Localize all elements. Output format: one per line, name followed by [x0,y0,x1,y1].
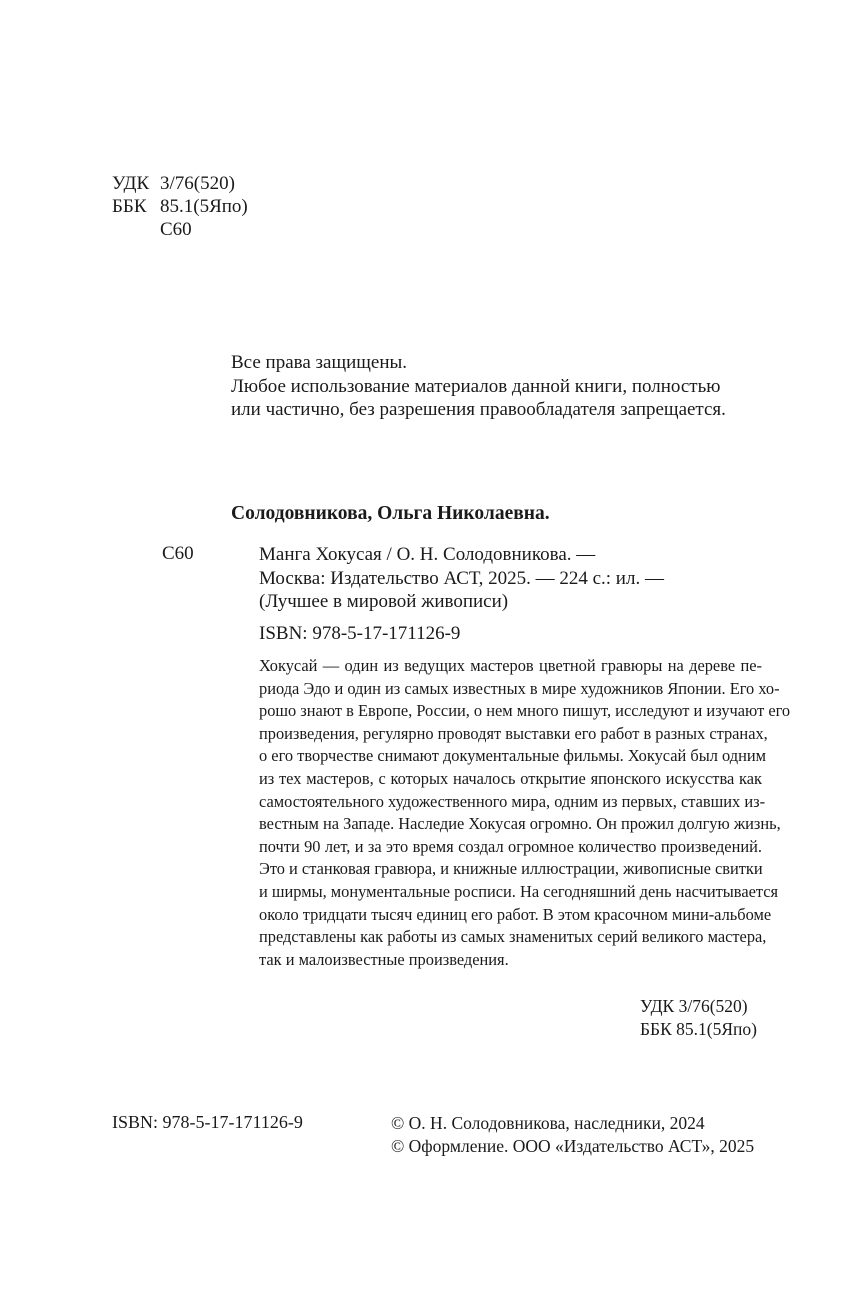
annotation-line: из тех мастеров, с которых началось открытие японского искусства как [259,768,762,788]
bbk-row [112,195,248,218]
annotation-line: так и малоизвестные произведения. [259,949,509,969]
biblio-line: Манга Хокусая / О. Н. Солодовникова. — [259,544,596,565]
annotation-line: риода Эдо и один из самых известных в мире художников Японии. Его хо- [259,678,780,698]
annotation-line: Хокусай — один из ведущих мастеров цветной гравюры на дереве пе- [259,656,762,675]
cutter-mark: С60 [162,543,194,564]
udk-label: УДК [112,173,150,194]
isbn-bottom: ISBN: 978-5-17-171126-9 [112,1112,303,1132]
copyright-line: © О. Н. Солодовникова, наследники, 2024 [391,1113,705,1133]
copyright-line: © Оформление. ООО «Издательство АСТ», 2025 [391,1135,755,1156]
classification-block [112,172,248,241]
annotation-line: рошо знают в Европе, России, о нем много пишут, исследуют и изучают его [259,701,791,721]
cutter-label [112,218,160,241]
bbk-value: 85.1(5Япо) [160,196,248,217]
bbk-code: ББК 85.1(5Япо) [640,1018,757,1039]
cutter-row [112,218,248,241]
annotation-line: около тридцати тысяч единиц его работ. В этом красочном мини-альбоме [259,904,772,924]
rights-line: Все права защищены. [231,352,408,373]
classification-codes-right [640,995,757,1040]
annotation-line: произведения, регулярно проводят выставки его работ в разных странах, [259,723,768,743]
annotation-line: вестным на Западе. Наследие Хокусая огромно. Он прожил долгую жизнь, [259,814,781,834]
biblio-line: (Лучшее в мировой живописи) [259,591,509,612]
annotation-line: представлены как работы из самых знаменитых серий великого мастера, [259,927,767,947]
rights-line: Любое использование материалов данной книги, полностью [231,375,721,397]
annotation [259,655,791,971]
copyright-notice [391,1112,754,1157]
udk-value: 3/76(520) [160,173,235,194]
annotation-line: и ширмы, монументальные росписи. На сегодняшний день насчитывается [259,881,779,901]
biblio-line: Москва: Издательство АСТ, 2025. — 224 с.: ил. — [259,567,664,589]
bibliographic-description [259,543,664,614]
udk-row [112,172,248,195]
cutter-value: С60 [160,219,192,240]
isbn-main: ISBN: 978-5-17-171126-9 [259,623,461,644]
author-heading: Солодовникова, Ольга Николаевна. [231,503,550,524]
rights-notice [231,351,726,422]
annotation-line: Это и станковая гравюра, и книжные иллюстрации, живописные свитки [259,859,763,879]
annotation-line: почти 90 лет, и за это время создал огромное количество произведений. [259,836,762,856]
rights-line: или частично, без разрешения правообладателя запрещается. [231,399,726,420]
annotation-line: о его творчестве снимают документальные фильмы. Хокусай был одним [259,746,767,766]
bbk-label: ББК [112,196,147,217]
udk-code: УДК 3/76(520) [640,996,748,1016]
annotation-line: самостоятельного художественного мира, одним из первых, ставших из- [259,791,766,811]
